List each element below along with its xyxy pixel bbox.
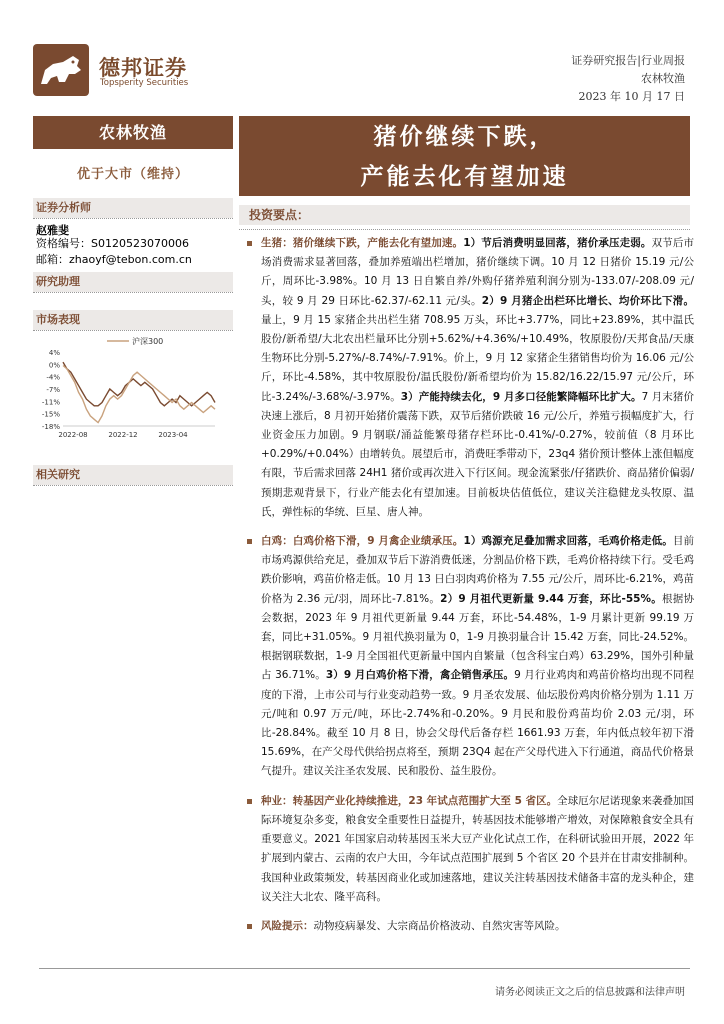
paragraph-risk xyxy=(239,917,694,936)
company-logo xyxy=(33,44,205,96)
paragraph-broiler xyxy=(239,532,694,782)
assistant-header: 研究助理 xyxy=(33,272,233,292)
para-text: 7 月末猪价决速上涨后，8 月初开始猪价震荡下跌，双节后猪价跌破 16 元/公斤，养殖亏损幅度扩大，行业资金压力加剧。9 月钢联/涌益能繁母猪存栏环比-0.41%/-0.27%，较前值（8 月环比+0.29%/+0.04%）由增转负。展望后市，消费旺季带动下，23q4 猪价预计整体上涨但幅度有限，节后需求回落 24H1 猪价或再次进入下行区间。现金流紧张/仔猪跌价、商品猪价偏弱/预期悲观背景下，行业产能去化有望加速。目前板块估值低位，建议关注稳健龙头牧原、温氏，弹性标的华统、巨星、唐人神。 xyxy=(261,390,694,518)
legend-label: 沪深300 xyxy=(132,337,164,346)
key-points-header: 投资要点： xyxy=(239,205,690,225)
para-lead: 白鸡：白鸡价格下滑，9 月禽企业绩承压。 xyxy=(261,535,464,548)
bullet-icon xyxy=(247,241,252,246)
x-tick-label: 2022-08 xyxy=(58,431,88,439)
brand-name-en: Topsperity Securities xyxy=(100,78,189,88)
report-type: 证券研究报告|行业周报 xyxy=(571,54,685,67)
para-text: 9 月行业鸡肉和鸡苗价格均出现不同程度的下滑，上市公司与行业变动趋势一致。9 月圣农发展、仙坛股份鸡肉价格分别为 1.11 万元/吨和 0.97 万元/吨，环比-2.74%和-0.20%。9 月民和股份鸡苗均价 2.03 元/羽，环比-28.84%。截至 10 月 8 日，协会父母代后备存栏 1661.93 万套，年内低点较年初下滑 15.69%，在产父母代供给拐点将至，预期 23Q4 起在产父母代进入下行通道，商品代价格景气提升。建议关注圣农发展、民和股份、益生股份。 xyxy=(261,669,694,778)
divider xyxy=(33,330,233,331)
paragraph-seed xyxy=(239,792,694,907)
para-text: 动物疫病暴发、大宗商品价格波动、自然灾害等风险。 xyxy=(313,919,566,932)
divider xyxy=(33,485,233,486)
y-tick-label: 4% xyxy=(48,349,60,357)
para-text: 全球厄尔尼诺现象来袭叠加国际环境复杂多变，粮食安全重要性日益提升，转基因技术能够增产增效，对保障粮食安全具有重要意义。2021 年国家启动转基因玉米大豆产业化试点工作，在科研试验田开展，2022 年扩展到内蒙古、云南的农户大田，今年试点范围扩展到 5 个省区 20 个县并在甘肃安排制种。我国种业政策频发，转基因商业化或加速落地，建议关注转基因技术储备丰富的龙头种企，建议关注大北农、隆平高科。 xyxy=(261,794,695,903)
para-subhead: 2）9 月祖代更新量 9.44 万套，环比-55%。 xyxy=(440,592,662,605)
para-lead: 生猪：猪价继续下跌，产能去化有望加速。 xyxy=(261,237,464,249)
rating-label: 优于大市（维持） xyxy=(76,167,189,182)
analyst-name: 赵雅斐 xyxy=(36,224,69,237)
y-tick-label: -7% xyxy=(46,386,60,394)
para-text: 根据协会数据，2023 年 9 月祖代更新量 9.44 万套，环比-54.48%，1-9 月累计更新 99.19 万套，同比+31.05%。9 月祖代换羽量为 0，1-9 月换羽量合计 15.42 万套，同比-24.52%。根据钢联数据，1-9 月全国祖代更新量中国内自繁量（包含科宝白鸡）63.29%，国外引种量占 36.71%。 xyxy=(261,592,694,682)
report-date: 2023 年 10 月 17 日 xyxy=(578,90,685,103)
brand-name: 德邦证券 xyxy=(99,56,187,80)
bullet-icon xyxy=(247,539,252,544)
divider xyxy=(33,292,233,293)
y-tick-label: -18% xyxy=(41,423,60,431)
y-tick-label: -4% xyxy=(46,373,60,382)
para-lead: 种业：转基因产业化持续推进，23 年试点范围扩大至 5 省区。 xyxy=(261,794,558,807)
analyst-email[interactable]: 邮箱：zhaoyf@tebon.com.cn xyxy=(36,253,192,266)
para-subhead: 3）产能持续去化，9 月多口径能繁降幅环比扩大。 xyxy=(400,390,642,403)
key-points-body xyxy=(239,234,694,936)
report-sector: 农林牧渔 xyxy=(641,72,685,85)
y-tick-label: -15% xyxy=(41,410,60,419)
para-subhead: 1）节后消费明显回落，猪价承压走弱。 xyxy=(463,237,652,249)
sector-label: 农林牧渔 xyxy=(33,116,233,149)
divider xyxy=(33,218,233,219)
market-performance-chart xyxy=(33,332,233,444)
para-text: 量上，9 月 15 家猪企共出栏生猪 708.95 万头，环比+3.77%，同比+23.89%，其中温氏股份/新希望/大北农出栏量环比分别+5.62%/+4.36%/+10.49%，牧原股份/天邦食品/天康生物环比分别-5.27%/-8.74%/-7.91%。价上，9 月 12 家猪企生猪销售均价为 16.06 元/公斤，环比-4.58%，其中牧原股份/温氏股份/新希望均价为 15.82/16.22/15.97 元/公斤，环比-3.24%/-3.68%/-3.97%。 xyxy=(261,313,694,403)
para-text: 目前市场鸡源供给充足，叠加双节后下游消费低迷，分割品价格下跌，毛鸡价格持续下行。受毛鸡跌价影响，鸡苗价格走低。10 月 13 日白羽肉鸡价格为 7.55 元/公斤，周环比-6.21%，鸡苗价格为 2.36 元/羽，周环比-7.81%。 xyxy=(261,535,695,605)
title-line-2: 产能去化有望加速 xyxy=(360,164,569,190)
market-header: 市场表现 xyxy=(33,310,233,330)
analyst-header: 证券分析师 xyxy=(33,198,233,218)
series-line xyxy=(63,366,215,423)
report-title xyxy=(239,116,690,196)
para-text: 双节后市场消费需求显著回落，叠加养殖端出栏增加，猪价继续下调。10 月 12 日猪价 15.19 元/公斤，周环比-3.98%。10 月 13 日自繁自养/外购仔猪养殖利润分别为-133.07/-208.09 元/头，较 9 月 29 日环比-62.37/-62.11 元/头。 xyxy=(261,237,695,307)
bullet-icon xyxy=(247,924,252,929)
x-tick-label: 2023-04 xyxy=(158,431,188,439)
series-line xyxy=(63,362,215,406)
para-subhead: 1）鸡源充足叠加需求回落，毛鸡价格走低。 xyxy=(463,535,673,548)
report-header xyxy=(571,52,685,106)
y-tick-label: 0% xyxy=(48,361,60,370)
para-subhead: 2）9 月猪企出栏环比增长、均价环比下滑。 xyxy=(481,294,694,307)
para-subhead: 3）9 月白鸡价格下滑，禽企销售承压。 xyxy=(325,669,515,682)
paragraph-hog xyxy=(239,234,694,522)
bullet-icon xyxy=(247,799,252,804)
footer-disclaimer: 请务必阅读正文之后的信息披露和法律声明 xyxy=(495,987,685,998)
related-header: 相关研究 xyxy=(33,465,233,485)
divider xyxy=(239,229,690,230)
y-tick-label: -11% xyxy=(41,398,60,407)
title-line-1: 猪价继续下跌， xyxy=(373,124,556,150)
analyst-cert: 资格编号：S0120523070006 xyxy=(36,237,189,250)
footer-divider xyxy=(39,968,690,969)
para-lead: 风险提示： xyxy=(261,919,314,932)
bull-logo-icon xyxy=(33,44,89,96)
x-tick-label: 2022-12 xyxy=(108,431,138,439)
